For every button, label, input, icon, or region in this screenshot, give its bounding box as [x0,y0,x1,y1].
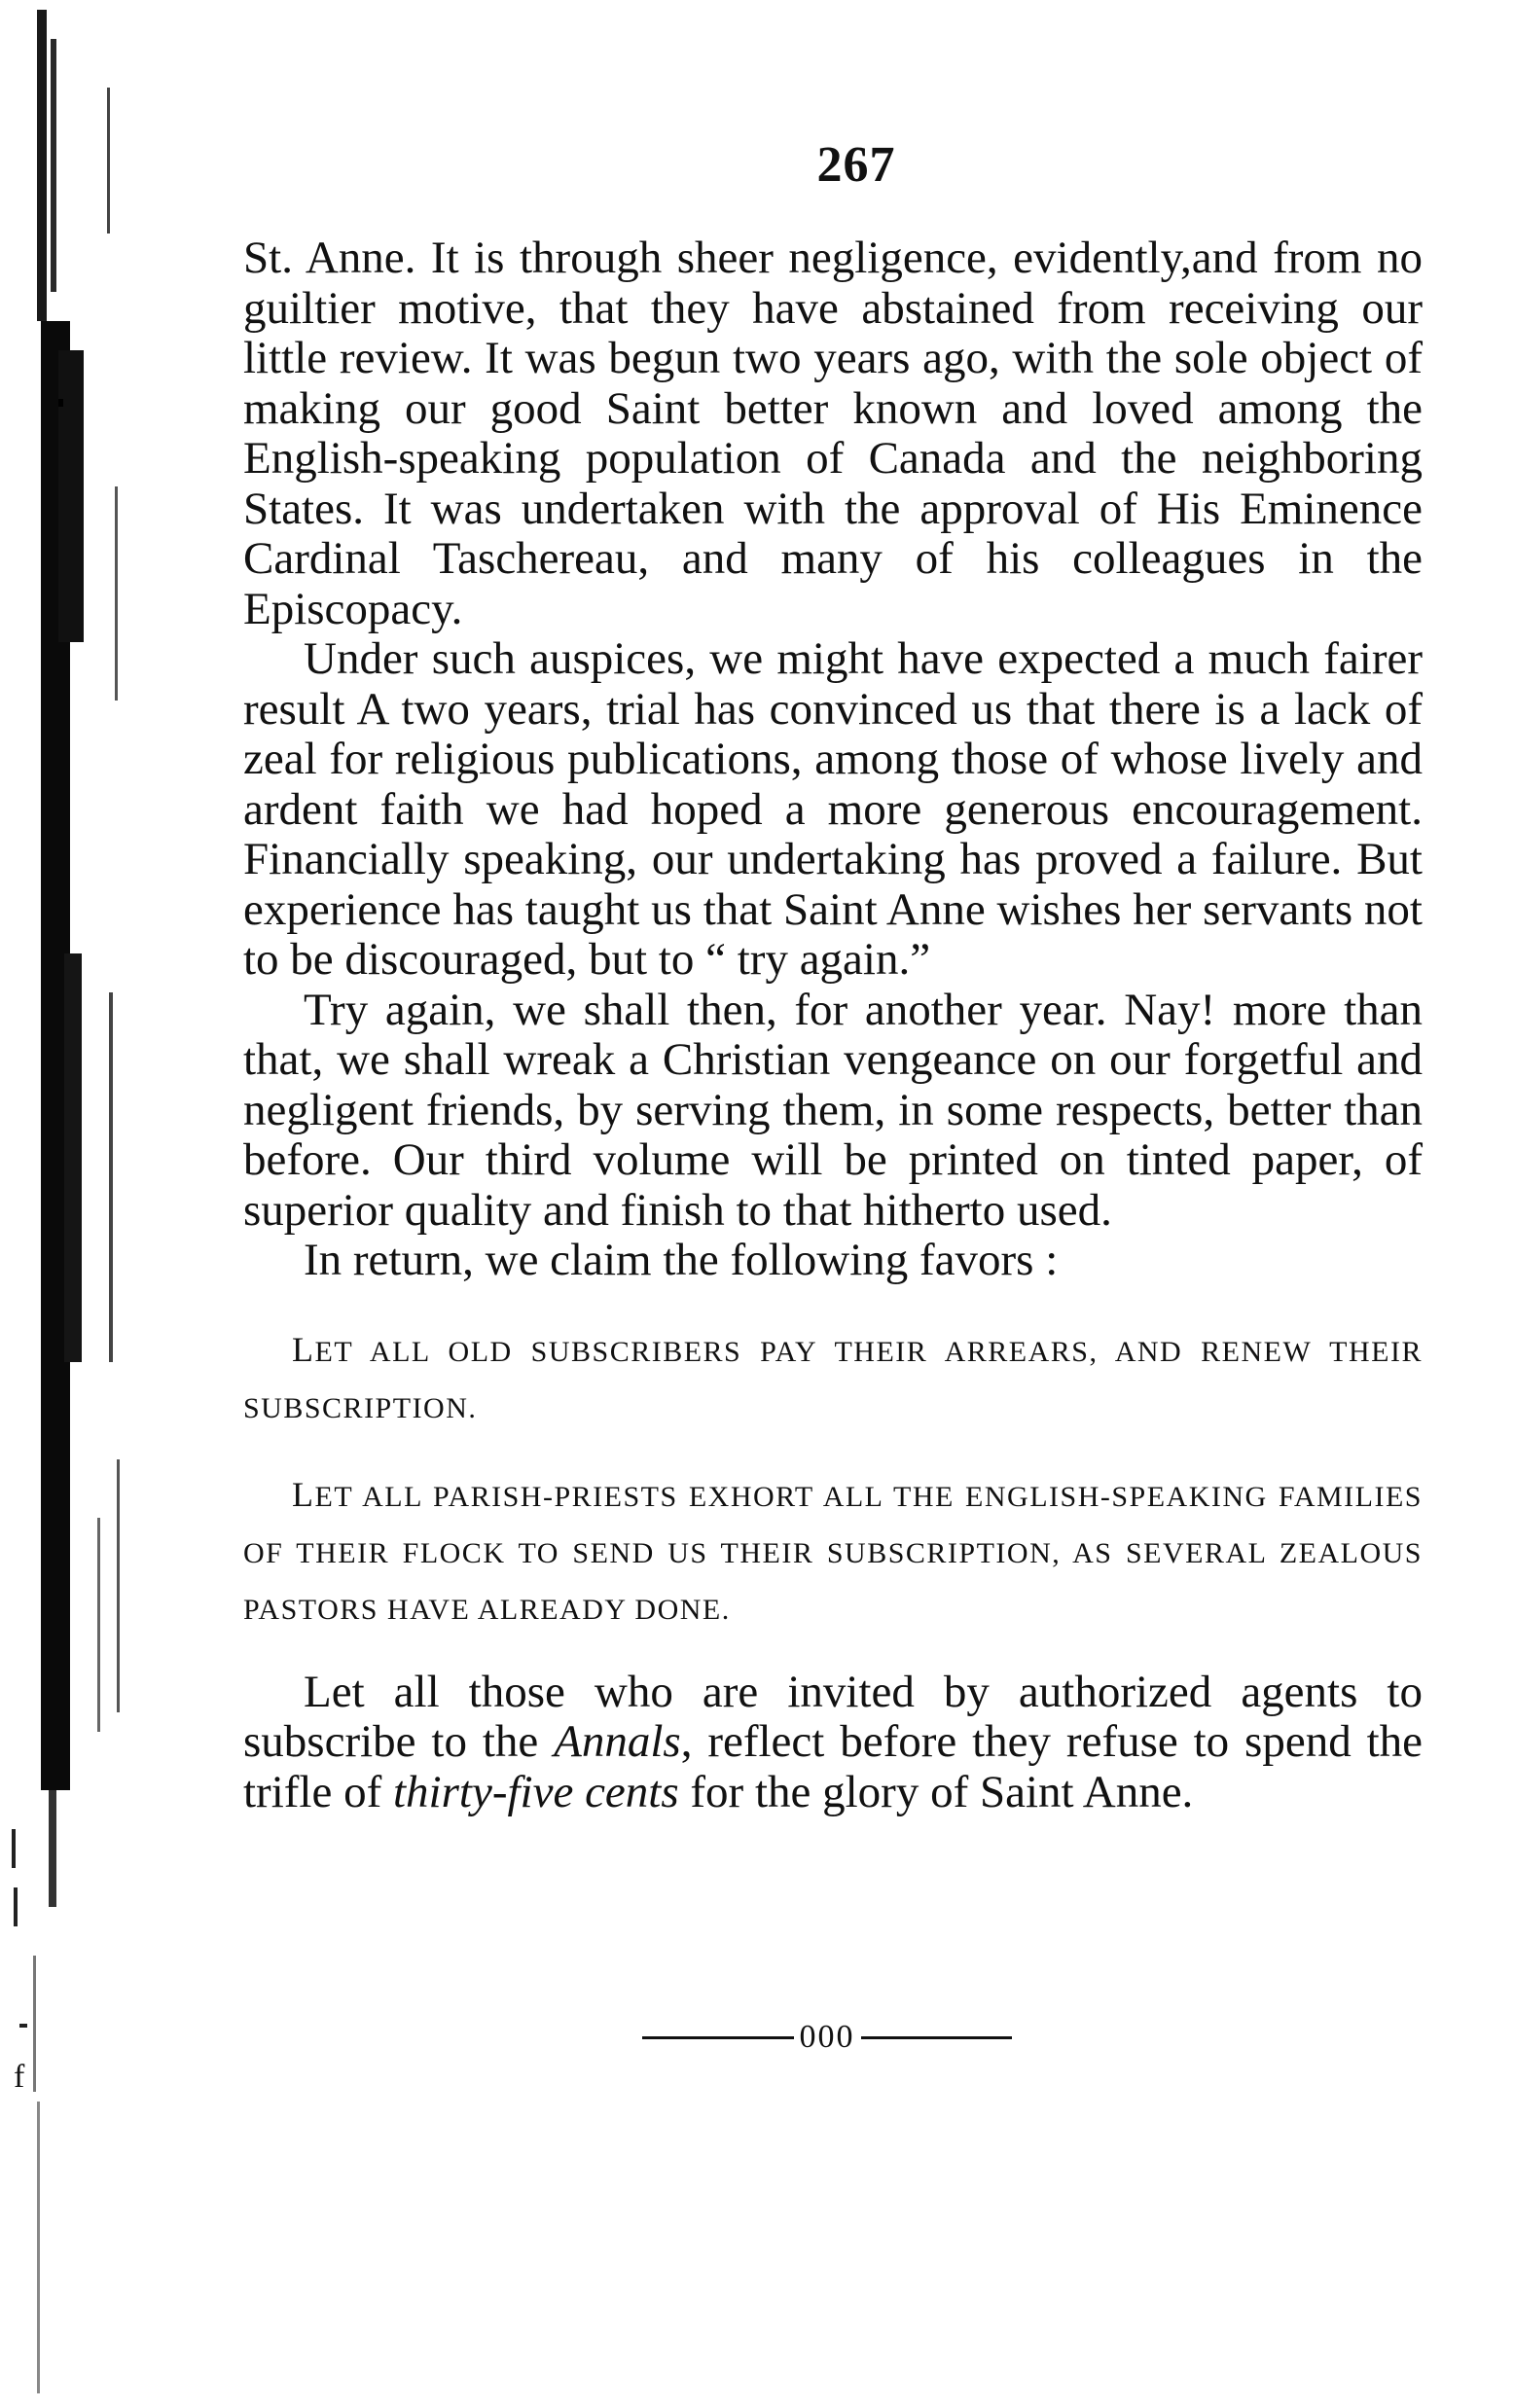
closing-text: Let all those who are invited by authorized agents to subscribe to the [243,1666,1423,1767]
notice-text: ET ALL OLD SUBSCRIBERS PAY THEIR ARREARS, AND RENEW THEIR SUBSCRIPTION. [243,1335,1423,1424]
closing-paragraph [243,1668,1423,1818]
notice-item [243,1321,1423,1437]
closing-text: for the glory of Saint Anne. [678,1766,1194,1817]
section-divider [642,2019,1012,2056]
notice-item [243,1466,1423,1638]
divider-rule [642,2036,794,2039]
binding-edge [0,0,195,2408]
divider-rule [861,2036,1013,2039]
closing-text: , reflect before they refuse to spend the trifle of [243,1716,1423,1817]
svg-text:f: f [14,2059,25,2095]
notice-text: ET ALL PARISH-PRIESTS EXHORT ALL THE ENGLISH-SPEAKING FAMILIES OF THEIR FLOCK TO SEND US THEIR SUBSCRIPTION, AS SEVERAL ZEALOUS PASTORS HAVE ALREADY DONE. [243,1480,1423,1626]
divider-mark: 000 [799,2019,855,2055]
main-text [243,234,1423,1817]
notice-initial: L [292,1474,315,1514]
annals-title: Annals [554,1716,681,1767]
page-number: 267 [816,137,896,193]
notice-list [243,1321,1423,1638]
paragraph: Try again, we shall then, for another year. Nay! more than that, we shall wreak a Christian vengeance on our forgetful and negligent friends, by serving them, in some respects, better than before. Our third volume will be printed on tinted paper, of superior quality and finish to that hitherto used. [243,984,1423,1236]
paragraph: St. Anne. It is through sheer negligence, evidently,and from no guiltier motive, that they have abstained from receiving our little review. It was begun two years ago, with the sole object of making our good Saint better known and loved among the English-speaking population of Canada and the neighboring States. It was undertaken with the approval of His Eminence Cardinal Taschereau, and many of his colleagues in the Episcopacy. [243,233,1423,634]
paragraph: Under such auspices, we might have expected a much fairer result A two years, trial has convinced us that there is a lack of zeal for religious publications, among those of whose lively and ardent faith we had hoped a more generous encouragement. Financially speaking, our undertaking has proved a failure. But experience has taught us that Saint Anne wishes her servants not to be discouraged, but to “ try again.” [243,633,1423,985]
price-text: thirty-five cents [393,1766,679,1817]
paragraph: In return, we claim the following favors : [304,1235,1059,1285]
notice-initial: L [292,1329,315,1369]
